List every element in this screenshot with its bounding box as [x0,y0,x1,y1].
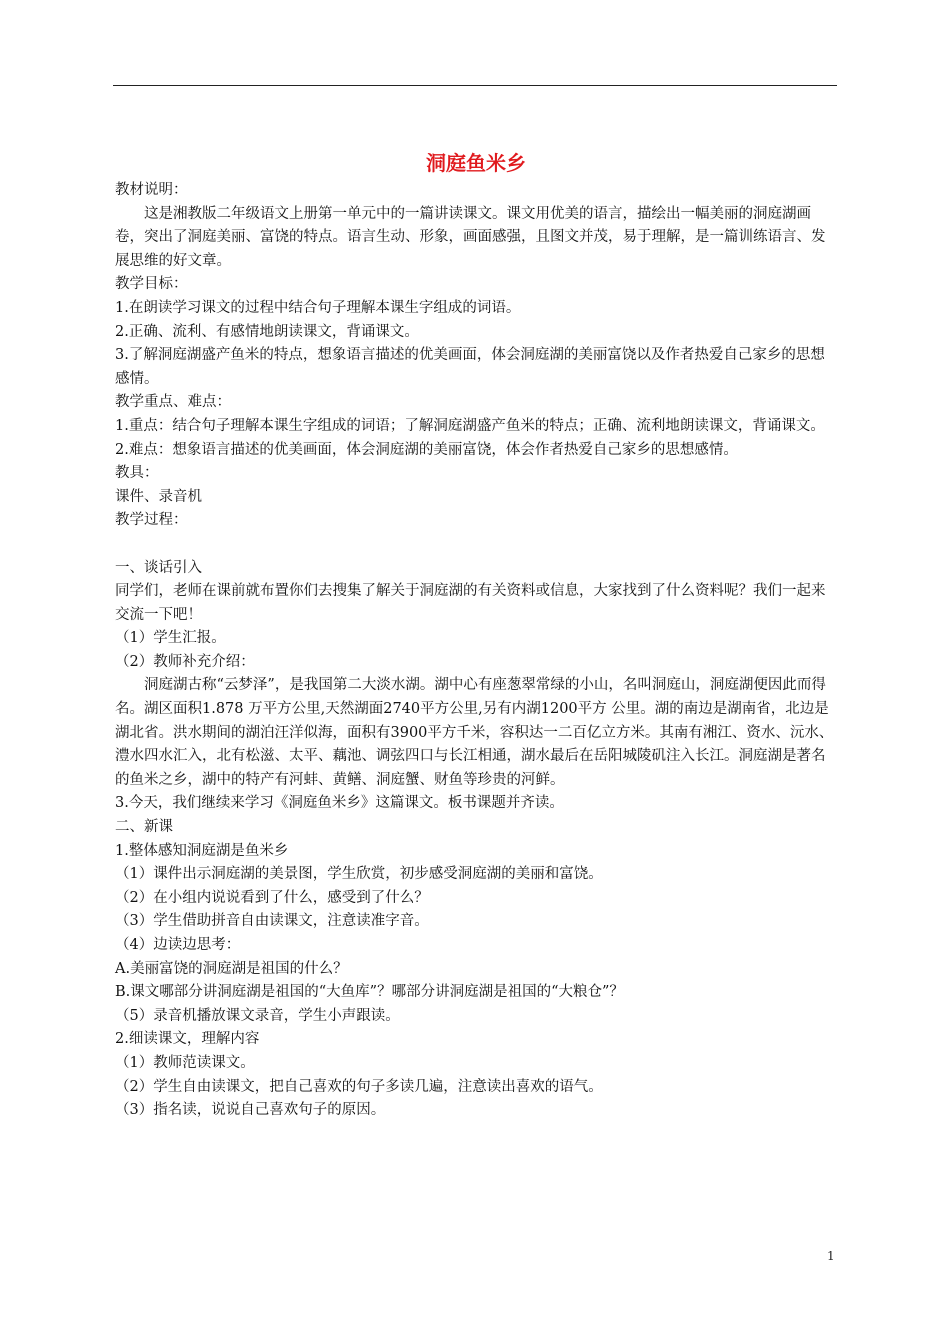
paragraph: （1）教师范读课文。 [115,1054,255,1071]
paragraph: （3）学生借助拼音自由读课文，注意读准字音。 [115,913,429,930]
paragraph: 3.了解洞庭湖盛产鱼米的特点，想象语言描述的优美画面，体会洞庭湖的美丽富饶以及作者热爱自己家乡的思想感情。 [115,347,825,387]
paragraph: 教材说明： [115,182,188,198]
paragraph: 这是湘教版二年级语文上册第一单元中的一篇讲读课文。课文用优美的语言，描绘出一幅美丽的洞庭湖画卷，突出了洞庭美丽、富饶的特点。语言生动、形象，画面感强，且图文并茂，易于理解，是一篇训练语言、发展思维的好文章。 [115,205,826,269]
paragraph: （4）边读边思考： [115,937,241,953]
paragraph: （3）指名读，说说自己喜欢句子的原因。 [115,1102,386,1119]
paragraph: 2.细读课文，理解内容 [115,1031,260,1048]
paragraph: （5）录音机播放课文录音，学生小声跟读。 [115,1007,400,1024]
header-rule [113,85,837,86]
paragraph: 教学过程： [115,512,188,529]
paragraph: 同学们，老师在课前就布置你们去搜集了解关于洞庭湖的有关资料或信息，大家找到了什么资料呢？我们一起来交流一下吧！ [115,583,826,623]
paragraph: 教具： [115,465,159,482]
paragraph: B.课文哪部分讲洞庭湖是祖国的“大鱼库”？哪部分讲洞庭湖是祖国的“大粮仓”？ [115,984,624,1001]
paragraph: 2.正确、流利、有感情地朗读课文，背诵课文。 [115,323,419,340]
paragraph: （2）学生自由读课文，把自己喜欢的句子多读几遍，注意读出喜欢的语气。 [115,1078,603,1095]
paragraph: （1）学生汇报。 [115,630,226,647]
paragraph: 教学重点、难点： [115,394,231,411]
paragraph: 洞庭湖古称“云梦泽”，是我国第二大淡水湖。湖中心有座葱翠常绿的小山，名叫洞庭山，洞庭湖便因此而得名。湖区面积1.878 万平方公里,天然湖面2740平方公里,另有内湖1200平方 公里。湖的南边是湖南省，北边是湖北省。洪水期间的湖泊汪洋似海，面积有3900平方千米，容积达一二百亿立方米。其南有湘江、资水、沅水、澧水四水汇入，北有松滋、太平、藕池、调弦四口与长江相通，湖水最后在岳阳城陵矶注入长江。洞庭湖是著名的鱼米之乡，湖中的特产有河蚌、黄鳝、洞庭蟹、财鱼等珍贵的河鲜。 [115,677,834,788]
page-number: 1 [827,1249,835,1263]
paragraph: （2）教师补充介绍： [115,653,255,670]
paragraph: 1.在朗读学习课文的过程中结合句子理解本课生字组成的词语。 [115,299,521,316]
document-title: 洞庭鱼米乡 [426,151,526,175]
paragraph: 课件、录音机 [115,488,202,505]
paragraph: A.美丽富饶的洞庭湖是祖国的什么？ [115,960,348,977]
paragraph: （1）课件出示洞庭湖的美景图，学生欣赏，初步感受洞庭湖的美丽和富饶。 [115,866,603,883]
paragraph: 教学目标： [115,276,188,293]
paragraph: 1.重点：结合句子理解本课生字组成的词语；了解洞庭湖盛产鱼米的特点；正确、流利地朗读课文，背诵课文。 [115,417,825,434]
paragraph-list [115,179,837,1123]
blank-line [115,533,837,557]
paragraph: 1.整体感知洞庭湖是鱼米乡 [115,842,289,859]
paragraph: 3.今天，我们继续来学习《洞庭鱼米乡》这篇课文。板书课题并齐读。 [115,795,564,812]
paragraph: （2）在小组内说说看到了什么，感受到了什么？ [115,889,429,906]
paragraph: 2.难点：想象语言描述的优美画面，体会洞庭湖的美丽富饶，体会作者热爱自己家乡的思想感情。 [115,441,738,458]
document-body [115,149,837,1123]
paragraph: 一、谈话引入 [115,559,202,576]
paragraph: 二、新课 [115,819,173,836]
